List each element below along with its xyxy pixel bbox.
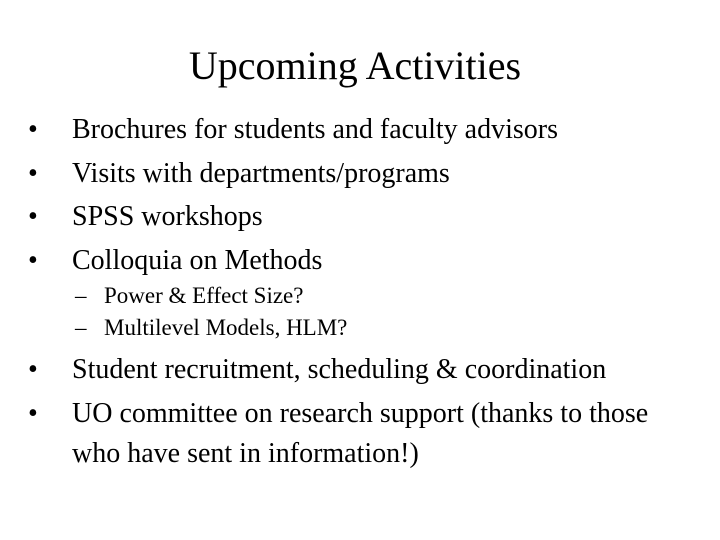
- list-item-text: Visits with departments/programs: [72, 157, 450, 189]
- bullet-icon: •: [28, 244, 38, 276]
- list-item-text: SPSS workshops: [72, 201, 263, 232]
- list-item-text: Brochures for students and faculty advisors: [72, 114, 558, 145]
- bullet-icon: •: [28, 201, 38, 232]
- list-item: [0, 394, 720, 474]
- list-item-text: Student recruitment, scheduling & coordination: [72, 354, 607, 385]
- dash-icon: –: [75, 315, 87, 340]
- list-item: [0, 195, 558, 239]
- list-item: [0, 280, 347, 312]
- list-item: [0, 108, 558, 152]
- list-item-text: Multilevel Models, HLM?: [104, 315, 348, 340]
- list-item: [0, 350, 720, 390]
- bullet-icon: •: [28, 157, 38, 189]
- secondary-bullet-list: [0, 350, 720, 478]
- list-item: [0, 152, 558, 196]
- list-item-text: UO committee on research support (thanks to those who have sent in information!): [72, 398, 649, 469]
- sub-bullet-list: [0, 280, 347, 344]
- bullet-icon: •: [28, 354, 38, 385]
- slide-title: Upcoming Activities: [188, 43, 522, 88]
- list-item-text: Power & Effect Size?: [104, 283, 304, 308]
- list-item-text: Colloquia on Methods: [72, 244, 323, 276]
- main-bullet-list: [0, 108, 558, 282]
- bullet-icon: •: [28, 398, 38, 429]
- dash-icon: –: [75, 283, 87, 308]
- list-item: [0, 312, 347, 344]
- bullet-icon: •: [28, 114, 38, 145]
- list-item: [0, 239, 558, 283]
